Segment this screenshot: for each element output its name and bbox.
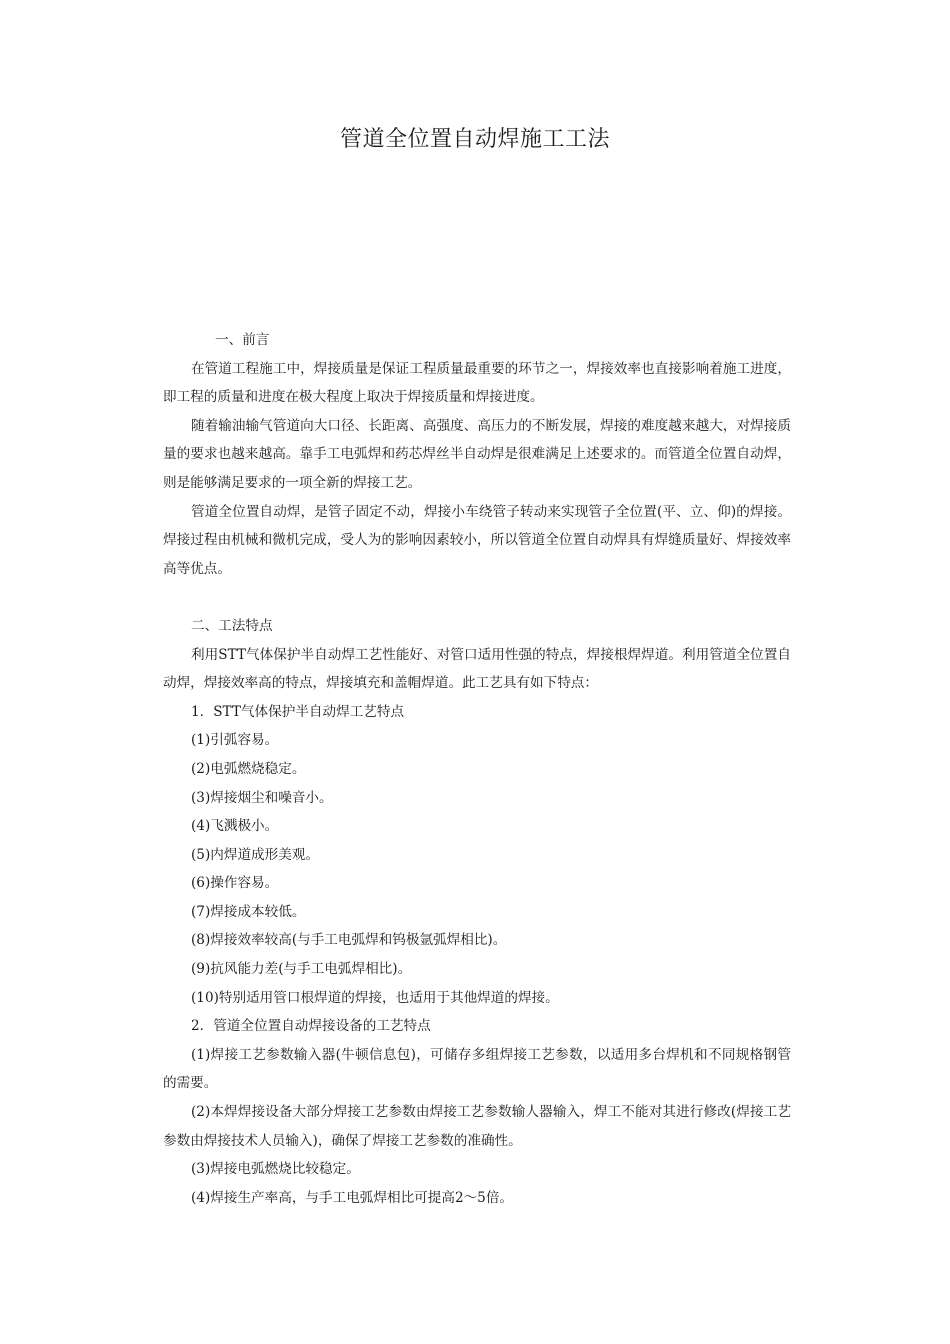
list-item: (2)电弧燃烧稳定。 [191, 760, 306, 777]
document-body [163, 326, 791, 1212]
list-item: (3)焊接电弧燃烧比较稳定。 [191, 1161, 360, 1178]
subsection-heading: 1．STT气体保护半自动焊工艺特点 [191, 703, 405, 720]
list-item: (2)本焊焊接设备大部分焊接工艺参数由焊接工艺参数输人器输入，焊工不能对其进行修改(焊接工艺参数由焊接技术人员输入)，确保了焊接工艺参数的准确性。 [163, 1104, 791, 1149]
paragraph: 利用STT气体保护半自动焊工艺性能好、对管口适用性强的特点，焊接根焊焊道。利用管道全位置自动焊，焊接效率高的特点，焊接填充和盖帽焊道。此工艺具有如下特点： [163, 646, 791, 692]
list-item: (10)特别适用管口根焊道的焊接，也适用于其他焊道的焊接。 [191, 989, 559, 1006]
document-title: 管道全位置自动焊施工工法 [339, 127, 610, 152]
list-item: (1)引弧容易。 [191, 732, 279, 749]
list-item: (4)飞溅极小。 [191, 818, 279, 835]
list-item: (4)焊接生产率高，与手工电弧焊相比可提高2～5倍。 [191, 1189, 514, 1206]
list-item: (6)操作容易。 [191, 875, 279, 892]
list-item: (5)内焊道成形美观。 [191, 846, 320, 863]
paragraph: 管道全位置自动焊，是管子固定不动，焊接小车绕管子转动来实现管子全位置(平、立、仰)的焊接。焊接过程由机械和微机完成，受人为的影响因素较小，所以管道全位置自动焊具有焊缝质量好、焊接效率高等优点。 [163, 503, 791, 577]
list-item: (1)焊接工艺参数输入器(牛顿信息包)，可储存多组焊接工艺参数，以适用多台焊机和不同规格钢管的需要。 [163, 1046, 791, 1092]
list-item: (3)焊接烟尘和噪音小。 [191, 789, 333, 806]
list-item: (8)焊接效率较高(与手工电弧焊和钨极氩弧焊相比)。 [191, 932, 507, 949]
section-spacer [163, 583, 791, 612]
section-heading-preface: 一、前言 [215, 332, 270, 348]
section-heading-features: 二、工法特点 [191, 617, 273, 634]
subsection-heading: 2．管道全位置自动焊接设备的工艺特点 [191, 1018, 431, 1035]
paragraph: 随着输油输气管道向大口径、长距离、高强度、高压力的不断发展，焊接的难度越来越大，对焊接质量的要求也越来越高。靠手工电弧焊和药芯焊丝半自动焊是很难满足上述要求的。而管道全位置自动焊，则是能够满足要求的一项全新的焊接工艺。 [163, 417, 791, 491]
list-item: (7)焊接成本较低。 [191, 903, 306, 920]
list-item: (9)抗风能力差(与手工电弧焊相比)。 [191, 961, 412, 978]
paragraph: 在管道工程施工中，焊接质量是保证工程质量最重要的环节之一，焊接效率也直接影响着施工进度，即工程的质量和进度在极大程度上取决于焊接质量和焊接进度。 [163, 360, 791, 406]
